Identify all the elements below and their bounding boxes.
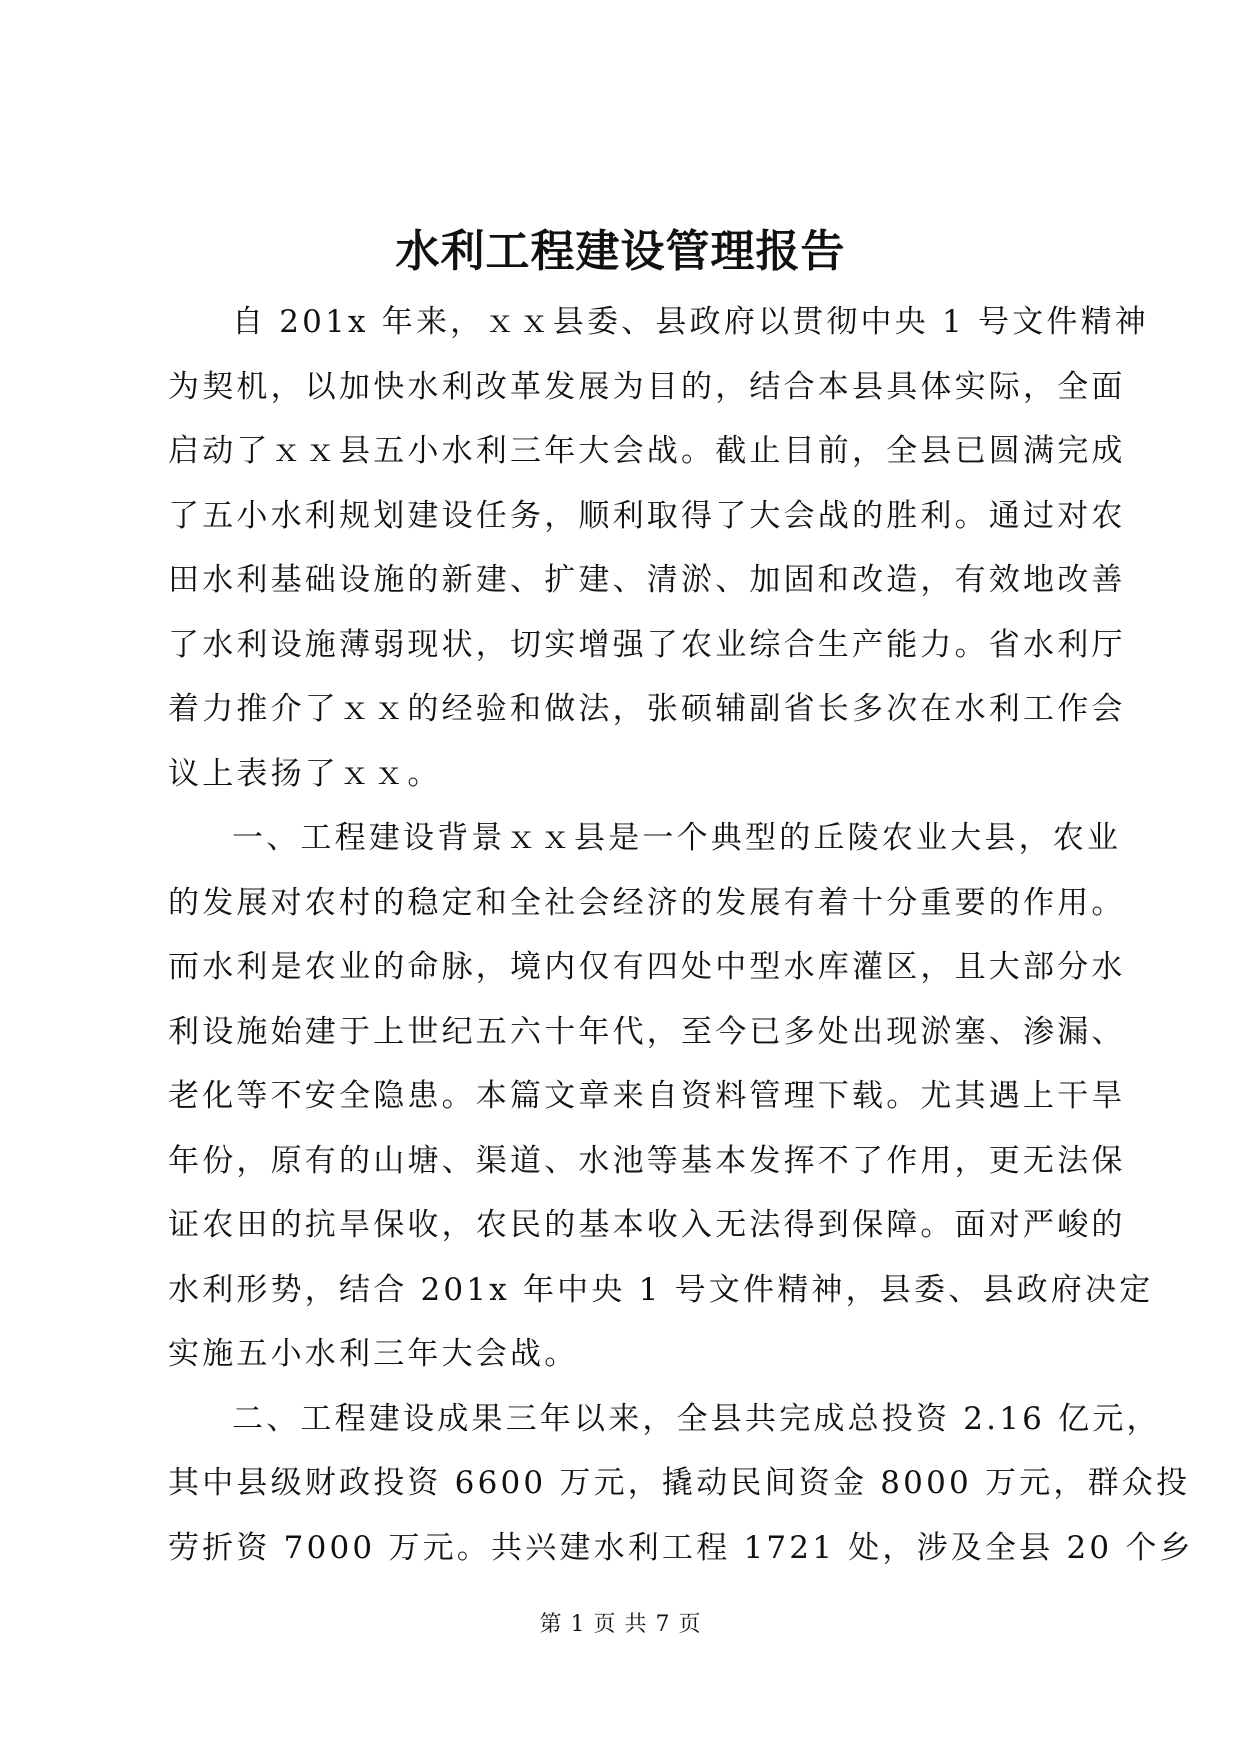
body-line: 水利形势，结合 201x 年中央 1 号文件精神，县委、县政府决定 bbox=[168, 1271, 1154, 1308]
body-line: 着力推介了ｘｘ的经验和做法，张硕辅副省长多次在水利工作会 bbox=[168, 691, 1126, 727]
body-line: 而水利是农业的命脉，境内仅有四处中型水库灌区，且大部分水 bbox=[168, 949, 1126, 985]
body-line: 证农田的抗旱保收，农民的基本收入无法得到保障。面对严峻的 bbox=[168, 1207, 1126, 1243]
page-number-indicator: 第 1 页 共 7 页 bbox=[539, 1612, 702, 1637]
body-line: 田水利基础设施的新建、扩建、清淤、加固和改造，有效地改善 bbox=[168, 562, 1126, 598]
body-line: 了五小水利规划建设任务，顺利取得了大会战的胜利。通过对农 bbox=[168, 497, 1126, 534]
body-line: 实施五小水利三年大会战。 bbox=[168, 1336, 579, 1372]
document-title: 水利工程建设管理报告 bbox=[395, 226, 846, 277]
body-line: 了水利设施薄弱现状，切实增强了农业综合生产能力。省水利厅 bbox=[168, 626, 1126, 663]
body-line: 启动了ｘｘ县五小水利三年大会战。截止目前，全县已圆满完成 bbox=[168, 433, 1126, 469]
document-body bbox=[168, 290, 1194, 1580]
body-line: 劳折资 7000 万元。共兴建水利工程 1721 处，涉及全县 20 个乡 bbox=[168, 1529, 1194, 1566]
body-line: 的发展对农村的稳定和全社会经济的发展有着十分重要的作用。 bbox=[168, 884, 1126, 921]
body-line: 自 201x 年来，ｘｘ县委、县政府以贯彻中央 1 号文件精神 bbox=[232, 304, 1149, 340]
body-line: 年份，原有的山塘、渠道、水池等基本发挥不了作用，更无法保 bbox=[168, 1142, 1126, 1179]
body-line: 利设施始建于上世纪五六十年代，至今已多处出现淤塞、渗漏、 bbox=[168, 1013, 1126, 1050]
body-line: 二、工程建设成果三年以来，全县共完成总投资 2.16 亿元， bbox=[232, 1400, 1161, 1437]
body-line: 一、工程建设背景ｘｘ县是一个典型的丘陵农业大县，农业 bbox=[232, 820, 1122, 856]
body-line: 其中县级财政投资 6600 万元，撬动民间资金 8000 万元，群众投 bbox=[168, 1465, 1191, 1501]
body-line: 老化等不安全隐患。本篇文章来自资料管理下载。尤其遇上干旱 bbox=[168, 1078, 1126, 1114]
body-line: 为契机，以加快水利改革发展为目的，结合本县具体实际，全面 bbox=[168, 368, 1126, 405]
body-line: 议上表扬了ｘｘ。 bbox=[168, 755, 442, 792]
